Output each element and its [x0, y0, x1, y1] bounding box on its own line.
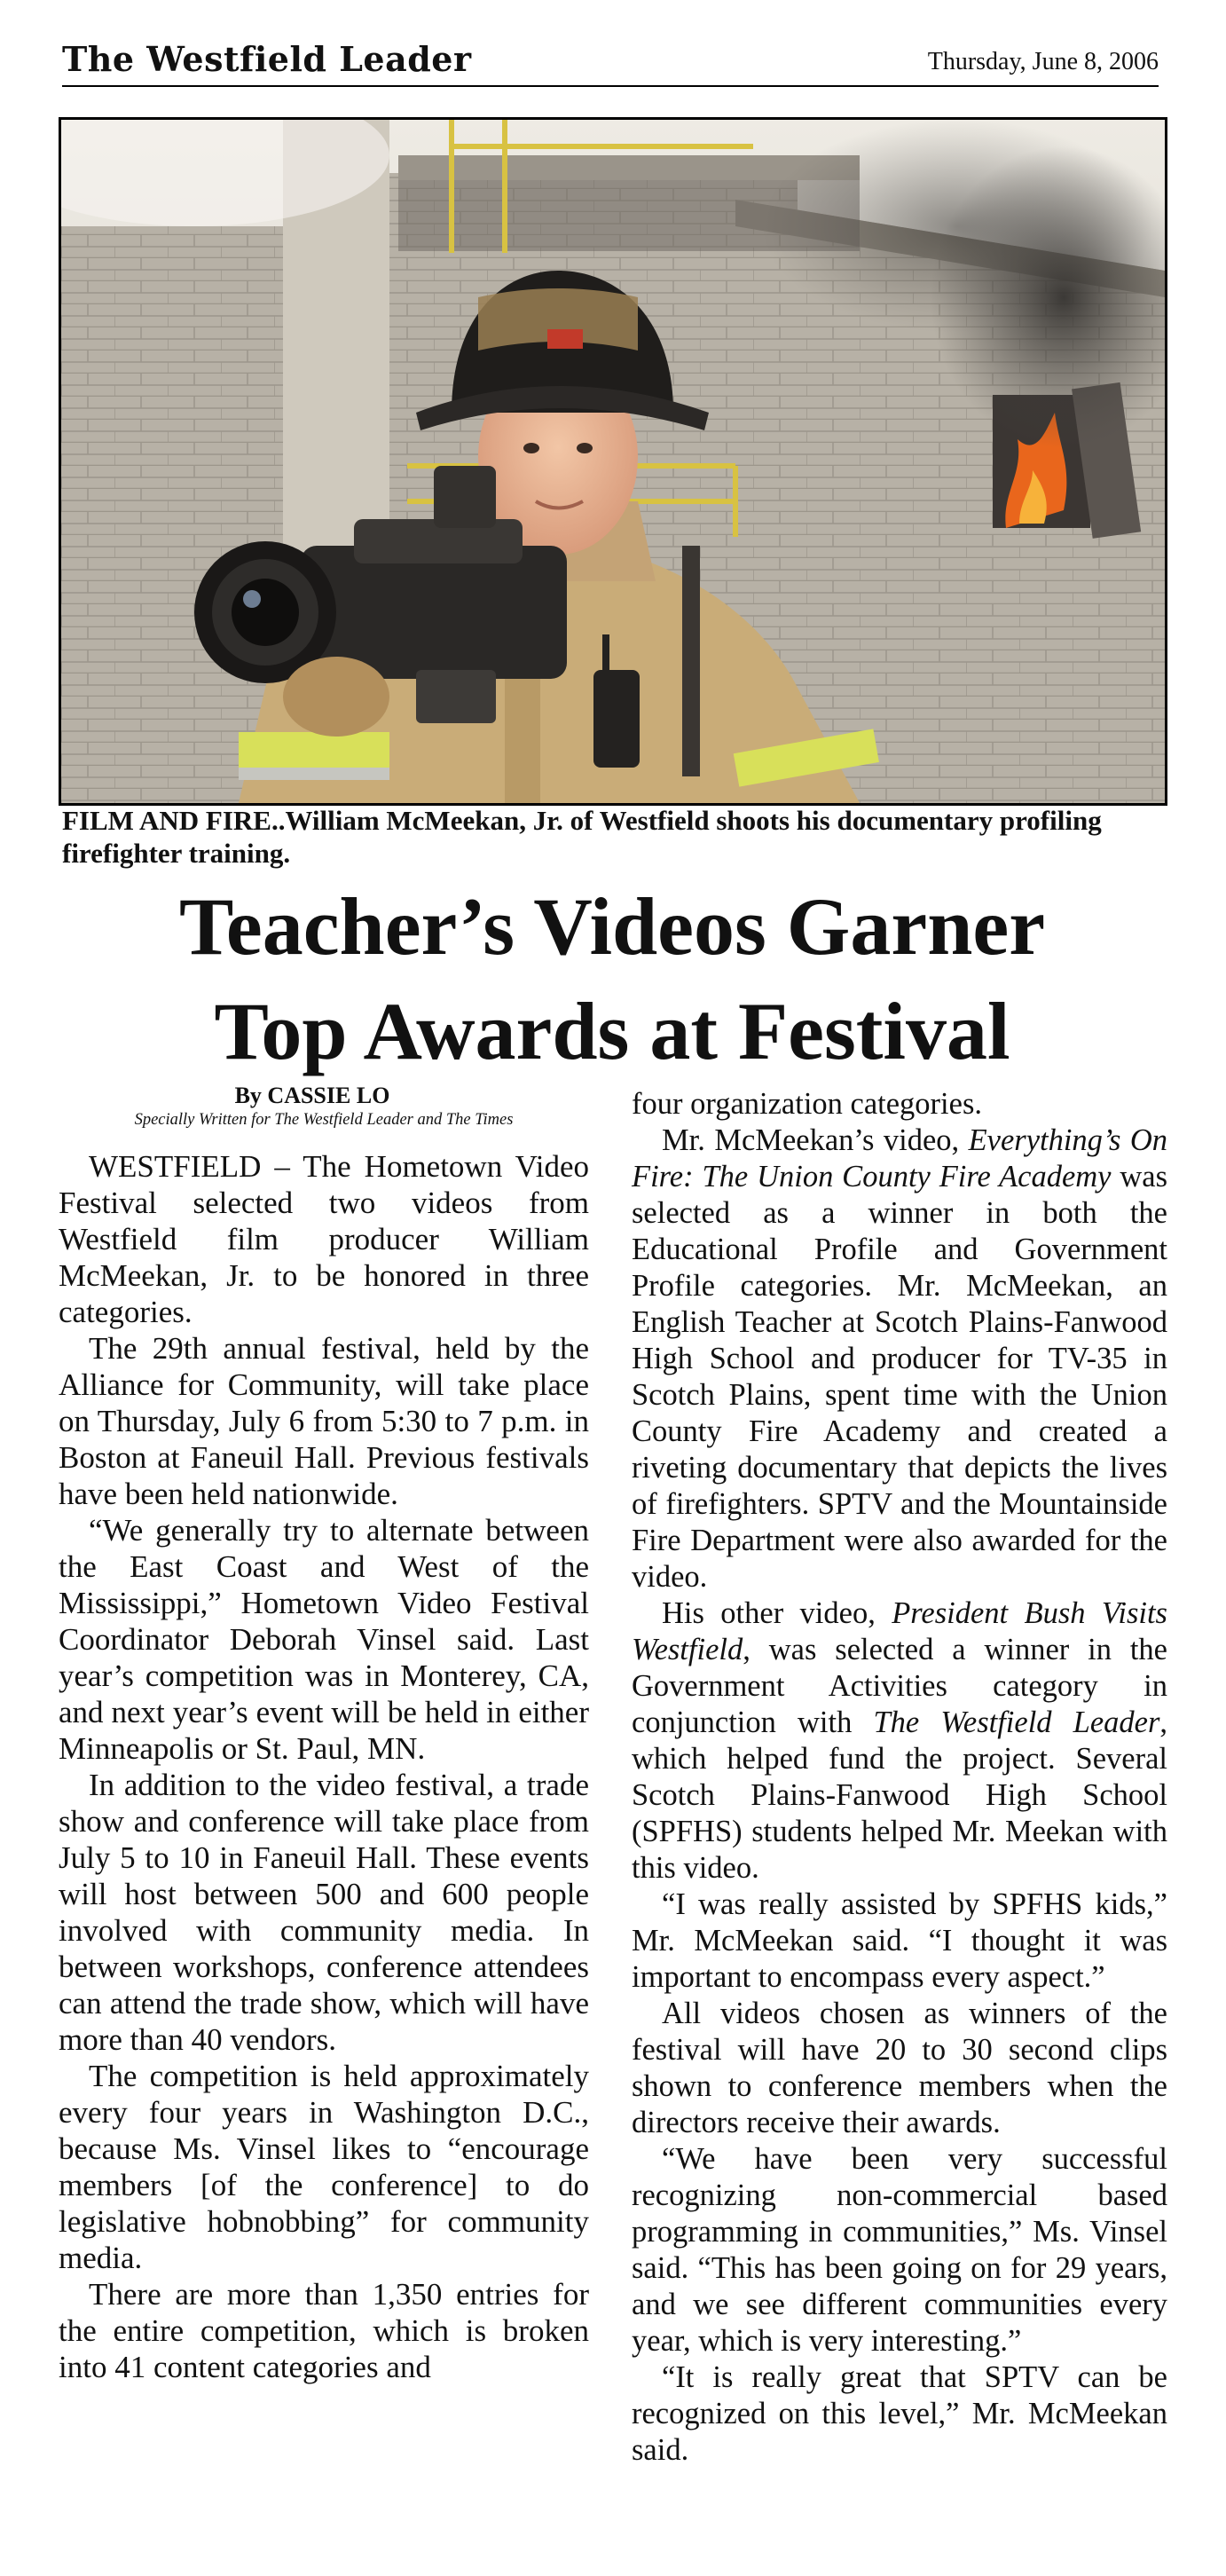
article-paragraph: The 29th annual festival, held by the Alliance for Community, will take place on Thursday, July 6 from 5:30 to 7 p.m. in Boston at Faneuil Hall. Previous festivals have been held nationwide. [59, 1331, 589, 1511]
text-run: His other video, [662, 1596, 892, 1630]
article-photo [59, 117, 1167, 806]
newspaper-reference: The Westfield Leader [873, 1706, 1160, 1739]
text-run: , was selected a winner in the Government Activities category in conjunction with [632, 1633, 1167, 1739]
issue-date: Thursday, June 8, 2006 [927, 48, 1159, 75]
article-paragraph [632, 1595, 1167, 1887]
video-title: President Bush Visits Westfield [632, 1596, 1167, 1666]
masthead [62, 35, 1159, 87]
photo-caption: FILM AND FIRE..William McMeekan, Jr. of Westfield shoots his documentary profiling firefighter training. [62, 805, 1102, 869]
headline-line-2: Top Awards at Festival [214, 986, 1010, 1076]
text-run: , which helped fund the project. Several Scotch Plains-Fanwood High School (SPFHS) students helped Mr. Meekan with this video. [632, 1706, 1168, 1885]
article-paragraph-continued: four organization categories. [632, 1087, 982, 1121]
firefighter-photo [61, 120, 1165, 803]
text-run: was selected as a winner in both the Educational Profile and Government Profile categories. Mr. McMeekan, an English Teacher at Scotch Plains-Fanwood High School and producer for TV-35 in Scotch Plains, spent time with the Union County Fire Academy and created a riveting documentary that depicts the lives of firefighters. SPTV and the Mountainside Fire Department were also awarded for the video. [632, 1160, 1167, 1594]
article-paragraph: There are more than 1,350 entries for the entire competition, which is broken into 41 content categories and [59, 2277, 589, 2384]
article-paragraph: “It is really great that SPTV can be recognized on this level,” Mr. McMeekan said. [632, 2360, 1167, 2467]
article-column-left [59, 1083, 589, 2385]
headline-line-1: Teacher’s Videos Garner [178, 881, 1046, 972]
video-title: Everything’s On Fire: The Union County Fire Academy [632, 1123, 1167, 1193]
article-paragraph: “We generally try to alternate between the East Coast and West of the Mississippi,” Hometown Video Festival Coordinator Deborah Vinsel said. Last year’s competition was in Monterey, CA, and next year’s event will be held in either Minneapolis or St. Paul, MN. [59, 1513, 589, 1766]
byline-credit: Specially Written for The Westfield Leader and The Times [134, 1111, 514, 1129]
article-paragraph: In addition to the video festival, a trade show and conference will take place from July 5 to 10 in Faneuil Hall. These events will host between 500 and 600 people involved with community media. In between workshops, conference attendees can attend the trade show, which will have more than 40 vendors. [59, 1768, 589, 2057]
article-paragraph: The competition is held approximately every four years in Washington D.C., because Ms. Vinsel likes to “encourage members [of the conference] to do legislative hobnobbing” for community media. [59, 2059, 589, 2275]
article-column-right [632, 1086, 1167, 2469]
article-paragraph: “We have been very successful recognizing non-commercial based programming in communities,” Ms. Vinsel said. “This has been going on for 29 years, and we see different communities every year, which is very interesting.” [632, 2142, 1167, 2358]
headline [62, 874, 1162, 1083]
article-paragraph: “I was really assisted by SPFHS kids,” Mr. McMeekan said. “I thought it was important to encompass every aspect.” [632, 1887, 1167, 1994]
text-run: Mr. McMeekan’s video, [662, 1123, 969, 1157]
article-paragraph [632, 1123, 1167, 1595]
byline-author: By CASSIE LO [234, 1083, 390, 1108]
newspaper-name: The Westfield Leader [62, 39, 472, 79]
article-paragraph: WESTFIELD – The Hometown Video Festival selected two videos from Westfield film producer William McMeekan, Jr. to be honored in three categories. [59, 1149, 589, 1329]
article-paragraph: All videos chosen as winners of the festival will have 20 to 30 second clips shown to conference members when the directors receive their awards. [632, 1997, 1167, 2139]
